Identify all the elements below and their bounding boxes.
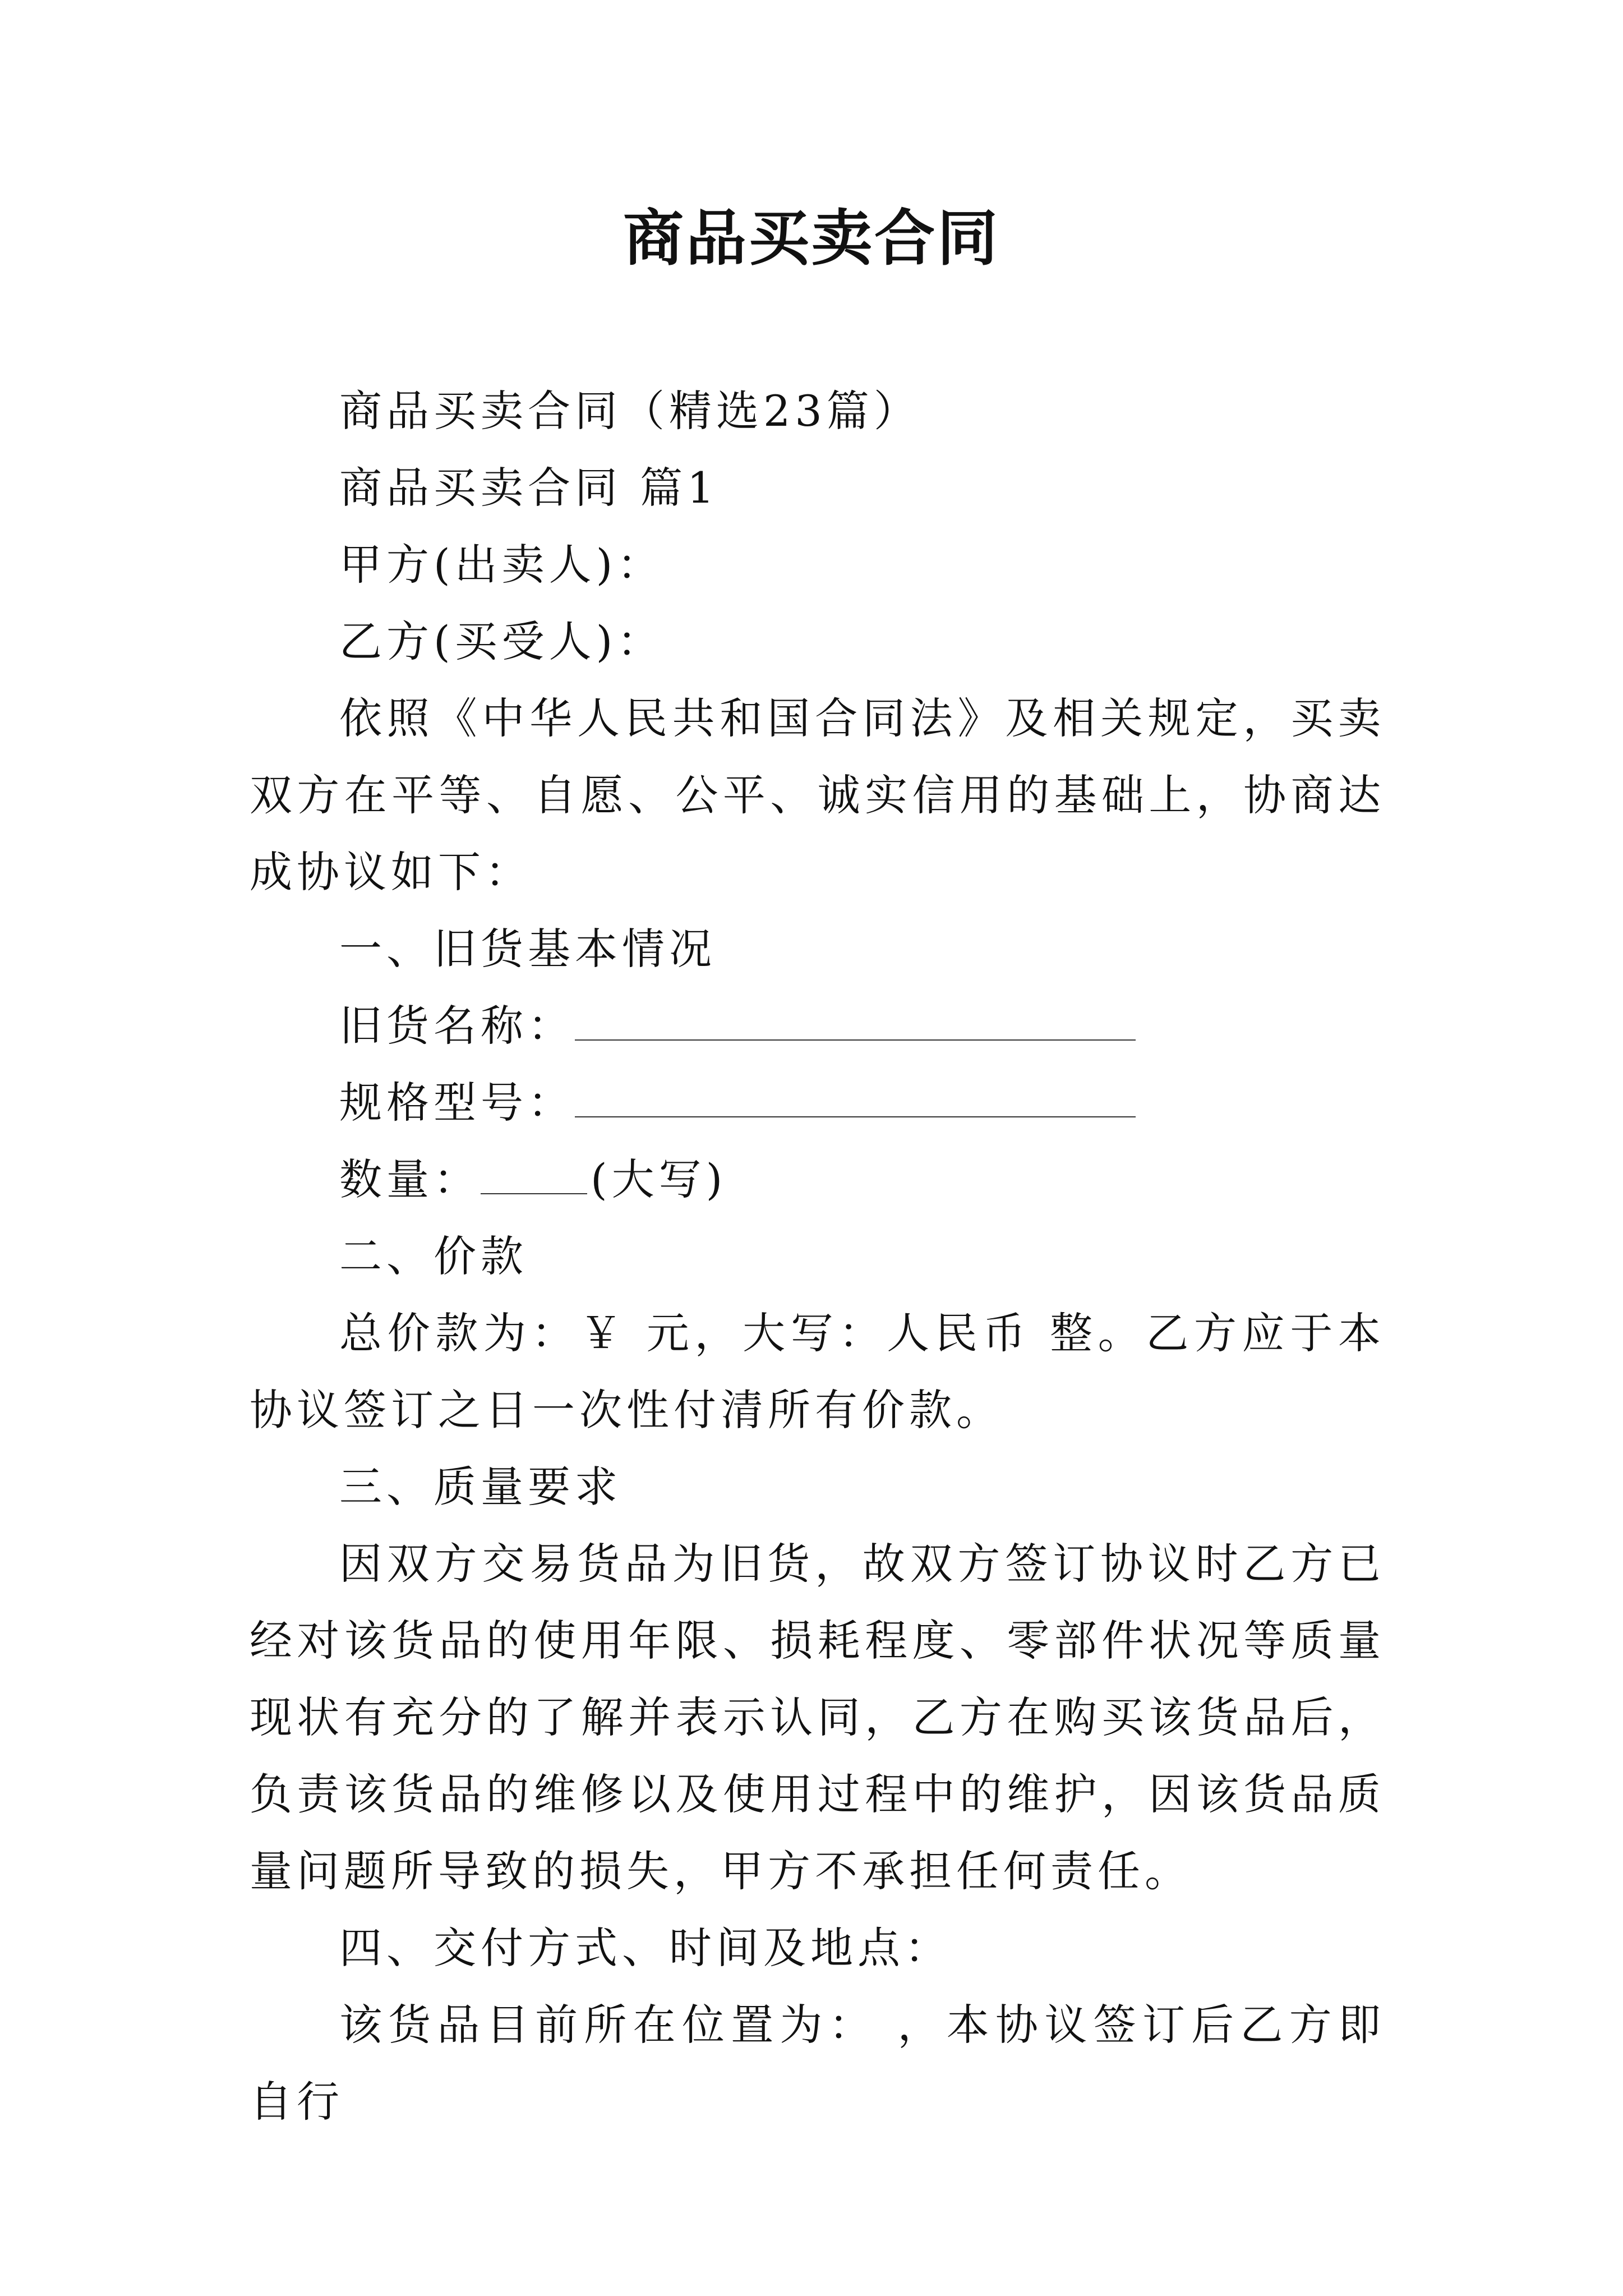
party-a-line: 甲方(出卖人)： [339,540,665,590]
delivery-paragraph: 该货品目前所在位置为： ，本协议签订后乙方即自行 [250,2000,1385,2127]
document-body [250,372,1385,2140]
quantity-line [250,1141,1385,1218]
collection-title: 商品买卖合同（精选23篇） [339,386,921,436]
item-name-blank [575,1034,1136,1041]
quality-paragraph: 因双方交易货品为旧货，故双方签订协议时乙方已经对该货品的使用年限、损耗程度、零部件状况等质量现状有充分的了解并表示认同，乙方在购买该货品后，负责该货品的维修以及使用过程中的维护，因该货品质量问题所导致的损失，甲方不承担任何责任。 [250,1539,1385,1896]
section-title: 商品买卖合同 篇1 [339,463,719,513]
heading-quality: 三、质量要求 [339,1462,622,1512]
price-paragraph: 总价款为：￥ 元，大写：人民币 整。乙方应于本协议签订之日一次性付清所有价款。 [250,1308,1385,1435]
quantity-suffix: (大写) [591,1154,727,1204]
item-model-line [250,1064,1385,1141]
preamble-paragraph: 依照《中华人民共和国合同法》及相关规定，买卖双方在平等、自愿、公平、诚实信用的基础上，协商达成协议如下： [250,693,1385,897]
item-name-label: 旧货名称： [339,1001,575,1051]
item-name-line [250,987,1385,1064]
document-title: 商品买卖合同 [623,203,1000,274]
quantity-blank [481,1188,587,1194]
item-model-label: 规格型号： [339,1078,575,1128]
heading-basic-info: 一、旧货基本情况 [339,924,716,974]
item-model-blank [575,1111,1136,1117]
quantity-label: 数量： [339,1154,481,1204]
heading-price: 二、价款 [339,1231,528,1281]
heading-delivery: 四、交付方式、时间及地点： [339,1923,952,1973]
party-b-line: 乙方(买受人)： [339,616,665,666]
